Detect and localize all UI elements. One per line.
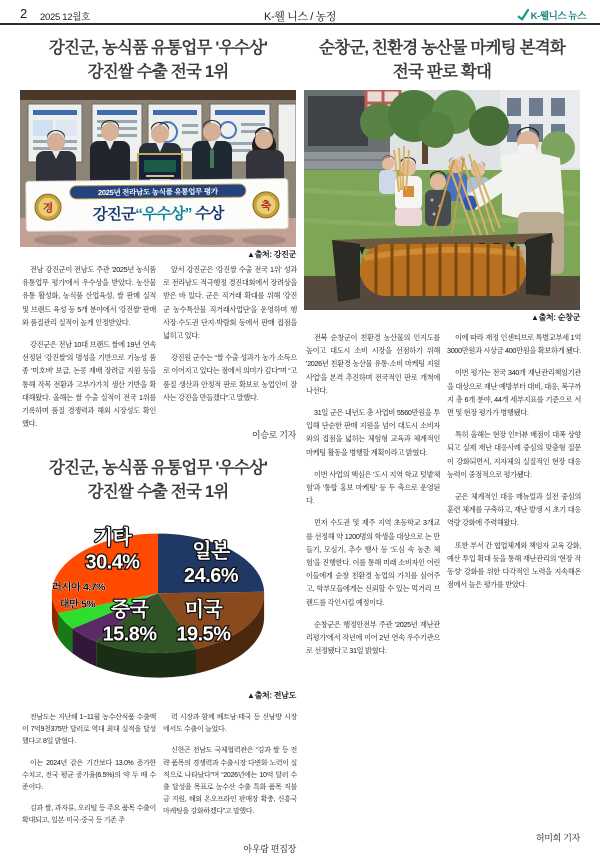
award-banner: [26, 179, 289, 232]
left-photo-caption: ▲출처: 강진군: [246, 250, 296, 259]
paragraph: 31일 군은 내년도 총 사업비 5560만원을 투입해 단순한 판매 지원을 넘어 대도시 소비자와의 접점을 넓히는 체험형 교육과 체계적인 마케팅 활동을 병행할 계획이라고 밝혔다.: [306, 408, 440, 457]
pie-label: 대만 5%: [59, 599, 96, 611]
paragraph: 군은 체계적인 대응 매뉴얼과 실전 중심의 훈련 체계를 구축하고, 재난 발생 시 초기 대응 역량 강화에 주력해왔다.: [447, 492, 581, 528]
pie-label: 중국: [110, 599, 149, 621]
paragraph: 또한 부서 간 협업체계와 책임자 교육 강화, 예산 투입 확대 등을 통해 재난관리의 '현장 작동성' 강화를 위한 다각적인 노력을 지속해온 점에서 높은 평가를 받았다.: [447, 540, 581, 590]
headline-line1: 순창군, 친환경 농산물 마케팅 본격화: [318, 39, 565, 57]
right-article-col2: [447, 331, 581, 801]
headline-line2: 강진쌀 수출 전국 1위: [87, 62, 229, 81]
paragraph: 이는 2024년 같은 기간보다 13.0% 증가한 수치고, 전국 평균 증가율(6.5%)의 약 두 배 수준이다.: [22, 759, 156, 792]
chart-source-caption: ▲출처: 전남도: [246, 691, 296, 700]
issue-label: 2025 12월호: [40, 12, 90, 23]
section-title: K-웰 니스 / 농정: [264, 11, 336, 23]
pie-label: 15.8%: [102, 623, 157, 646]
brand-logo: [517, 8, 586, 22]
pie-label: 기타: [93, 527, 132, 549]
page-header: [0, 3, 600, 25]
award-photo-illustration: [20, 90, 296, 247]
paragraph: 순창군은 행정안전부 주관 '2025년 재난관리평가'에서 작년에 이어 2년 연속 우수기관으로 선정됐다고 31일 밝혔다.: [306, 619, 440, 656]
paragraph: 전남 강진군이 전남도 주관 '2025년 농식품 유통업무 평가'에서 우수상을 받았다. 농산물 유통 활성화, 농식품 산업육성, 쌀 판매 실적 및 브랜드 육성 등 5개 분야에서 '강진쌀' 판매와 품질관리 실적이 높게 인정받았다.: [22, 265, 156, 327]
headline-line2: 강진쌀 수출 전국 1위: [87, 482, 229, 501]
pie-label: 일본: [192, 540, 230, 563]
rice-export-pie-chart: [25, 508, 291, 688]
paragraph: 특히 올해는 현장 인터뷰 배점이 대폭 상향되고 실제 재난 대응사례 중심의 맞춤형 질문이 강화되면서, 지자체의 실질적인 현장 대응 능력이 중점적으로 평가됐다.: [447, 430, 581, 479]
paragraph: 전북 순창군이 친환경 농산물의 인지도를 높이고 대도시 소비 시장을 선점하기 위해 '2026년 친환경 농산물 유통·소비 마케팅 지원사업'을 본격 추진하며 전국적인 판로 개척에 나선다.: [306, 333, 440, 395]
banner-main-text: 강진군“우수상” 수상: [92, 205, 224, 224]
paragraph: 이에 따라 재정 인센티브로 특별교부세 1억3000만원과 시상금 400만원을 확보하게 됐다.: [447, 333, 581, 356]
left-article-byline: 이승로 기자: [251, 430, 296, 440]
k-wellness-logo-icon: [517, 9, 529, 21]
banner-top-text: 2025년 전라남도 농식품 유통업무 평가: [97, 186, 218, 198]
paragraph: 앞서 강진군은 '강진쌀 수출 전국 1위' 성과로 전라남도 적극행정 경진대회에서 장려상을 받은 바 있다. 군은 직거래 확대를 위해 '강진군 농수특산물 직거래사업단'을 운영하며 행사장·수도권 단지·박람회 등에서 판매 접점을 넓히고 있다.: [163, 265, 297, 341]
paragraph: 강진군은 전남 10대 브랜드 쌀에 19년 연속 선정된 '강진쌀'의 명성을 기반으로 기능성 품종 '미호벼' 보급, 논콩 재배 장려금 지원 등을 통해 작목 전환과 고부가가치 생산 기반을 확대해왔다. 올해는 쌀 수출 실적이 전국 1위를 기록하며 품질 경쟁력과 해외 시장성도 확인했다.: [22, 340, 156, 429]
svg-text:축: 축: [260, 200, 272, 213]
harvest-photo-illustration: [304, 90, 580, 310]
right-article-col1: [306, 331, 440, 801]
headline-line1: 강진군, 농식품 유통업무 '우수상': [48, 39, 268, 57]
brand-text: K-웰니스 뉴스: [530, 11, 586, 22]
gangjin-award-photo: [20, 90, 296, 247]
chart-section-col2: [163, 712, 297, 842]
medal-left: [35, 194, 61, 220]
right-article-byline: 허미희 기자: [535, 833, 580, 843]
right-photo-caption: ▲출처: 순창군: [530, 313, 580, 322]
pie-label: 러시아 4.7%: [51, 582, 105, 594]
right-article-headline: [304, 37, 580, 84]
paragraph: 김과 쌀, 과자류, 오리털 등 주요 품목 수출이 확대되고, 일본·미국·중국 등 기존 주: [22, 805, 156, 825]
pie-label: 미국: [184, 599, 223, 621]
headline-line1: 강진군, 농식품 유통업무 '우수상': [48, 459, 268, 477]
paragraph: 이번 평가는 전국 340개 재난관리책임기관을 대상으로 재난 예방부터 대비, 대응, 복구까지 총 6개 분야, 44개 세부지표를 기준으로 서면 및 현장 평가가 병행됐다.: [447, 368, 581, 418]
left-article-headline: [20, 37, 296, 84]
paragraph: 이번 사업의 핵심은 '도시 지역 학교 텃밭체험'과 '통합 홍보 마케팅' 등 두 축으로 운영된다.: [306, 469, 440, 506]
paragraph: 강진원 군수는 “쌀 수출 성과가 농가 소득으로 이어지고 있다는 점에서 의미가 깊다”며 “고품질 생산과 안정적 판로 확보로 농업인이 잘사는 강진을 만들겠다”고 말했다.: [163, 353, 297, 402]
pie-label: 30.4%: [85, 551, 140, 574]
paragraph: 전남도는 지난해 1~11월 농수산식품 수출액이 7억9천375만 달러로 역대 최대 실적을 달성했다고 8일 밝혔다.: [22, 714, 156, 746]
medal-right: [253, 192, 279, 218]
page-number: 2: [20, 6, 28, 21]
headline-line2: 전국 판로 확대: [392, 62, 492, 81]
sunchang-harvest-photo: [304, 90, 580, 310]
paragraph: 력 시장과 함께 베트남·태국 등 신남방 시장에서도 수출이 늘었다.: [163, 714, 297, 734]
svg-text:경: 경: [42, 202, 54, 215]
paragraph: 먼저 수도권 및 제주 지역 초등학교 3개교를 선정해 약 1200명의 학생을 대상으로 논 만들기, 모심기, 추수 행사 등 '도심 속 농촌 체험'을 진행한다. 이를 통해 미래 소비자인 어린이들에게 순창 친환경 농업의 가치를 심어주고, 학부모들에게는 신뢰할 수 있는 먹거리 브랜드를 각인시킬 예정이다.: [306, 518, 440, 607]
chart-section-col1: [22, 712, 156, 842]
pie-label: 24.6%: [184, 564, 239, 587]
left-article-col2: [163, 263, 297, 455]
paragraph: 신현곤 전남도 국제협력관은 “김과 쌀 등 전략 품목의 경쟁력과 수출시장 다변화 노력이 실적으로 나타났다”며 “2026년에는 10억 달러 수출 달성을 목표로 농수산 수출 특화 품목 직불금 지원, 해외 온오프라인 판매장 확충, 신흥국 마케팅을 강화하겠다”고 말했다.: [163, 747, 297, 816]
chart-section-byline: 아우람 편집장: [243, 844, 296, 854]
pie-label: 19.5%: [176, 623, 231, 646]
chart-section-headline: [20, 457, 296, 504]
left-article-col1: [22, 263, 156, 455]
